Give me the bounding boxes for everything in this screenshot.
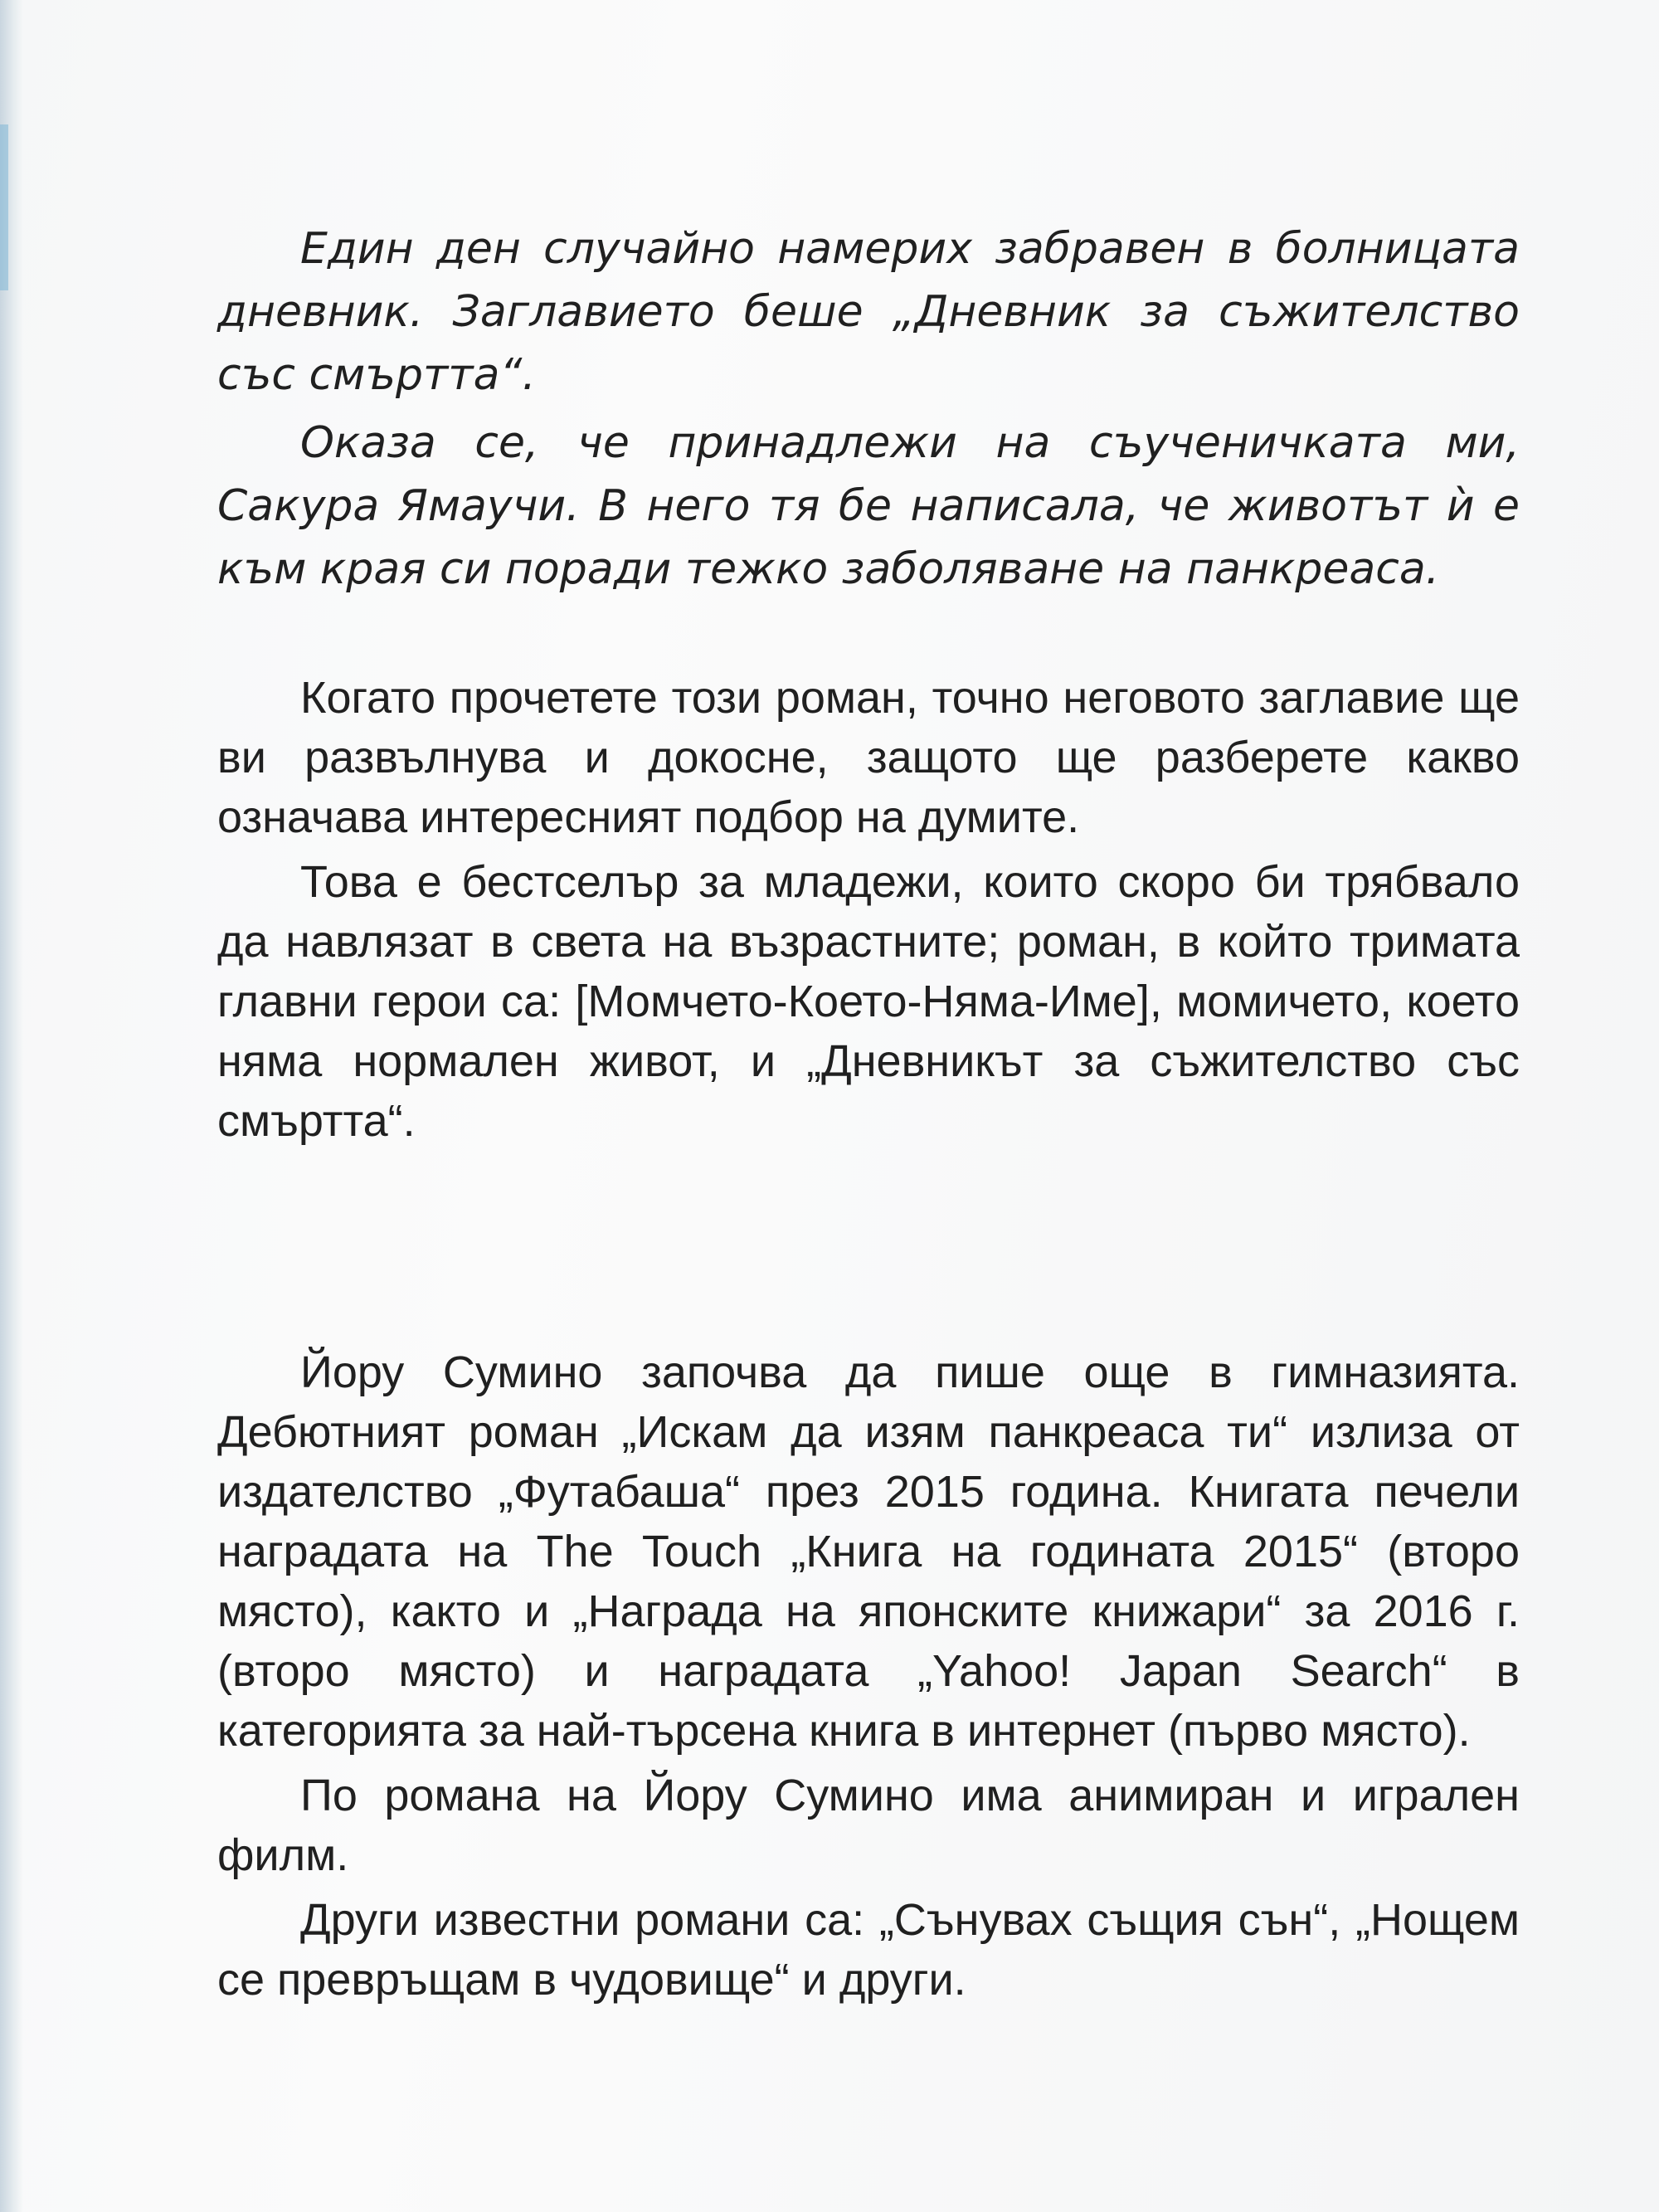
description-paragraph: Когато прочетете този роман, точно неговото заглавие ще ви развълнува и докосне, защото ще разберете какво означава интересният подбор на думите.	[217, 673, 1520, 842]
author-bio-section	[217, 1342, 1520, 2015]
bio-paragraph: Йору Сумино започва да пише още в гимназията. Дебютният роман „Искам да изям панкреаса ти“ излиза от издателство „Футабаша“ през 2015 година. Книгата печели наградата на The Touch „Книга на годината 2015“ (второ място), както и „Награда на японските книжари“ за 2016 г. (второ място) и наградата „Yahoo! Japan Search“ в категорията за най-търсена книга в интернет (първо място).	[217, 1347, 1520, 1756]
page-edge-shadow	[0, 0, 23, 2212]
excerpt-paragraph: Оказа се, че принадлежи на съученичката ми, Сакура Ямаучи. В него тя бе написала, че животът ѝ е към края си поради тежко заболяване на панкреаса.	[217, 418, 1520, 594]
novel-description-section	[217, 668, 1520, 1156]
excerpt-paragraph: Един ден случайно намерих забравен в болницата дневник. Заглавието беше „Дневник за съжителство със смъртта“.	[217, 224, 1520, 400]
bio-paragraph: По романа на Йору Сумино има анимиран и игрален филм.	[217, 1771, 1520, 1880]
bio-paragraph: Други известни романи са: „Сънувах същия сън“, „Нощем се превръщам в чудовище“ и други.	[217, 1895, 1520, 2005]
excerpt-section	[217, 217, 1520, 606]
page-edge-tab	[0, 124, 8, 290]
description-paragraph: Това е бестселър за младежи, които скоро би трябвало да навлязат в света на възрастните; роман, в който тримата главни герои са: [Момчето-Което-Няма-Име], момичето, което няма нормален живот, и „Дневникът за съжителство със смъртта“.	[217, 857, 1520, 1146]
